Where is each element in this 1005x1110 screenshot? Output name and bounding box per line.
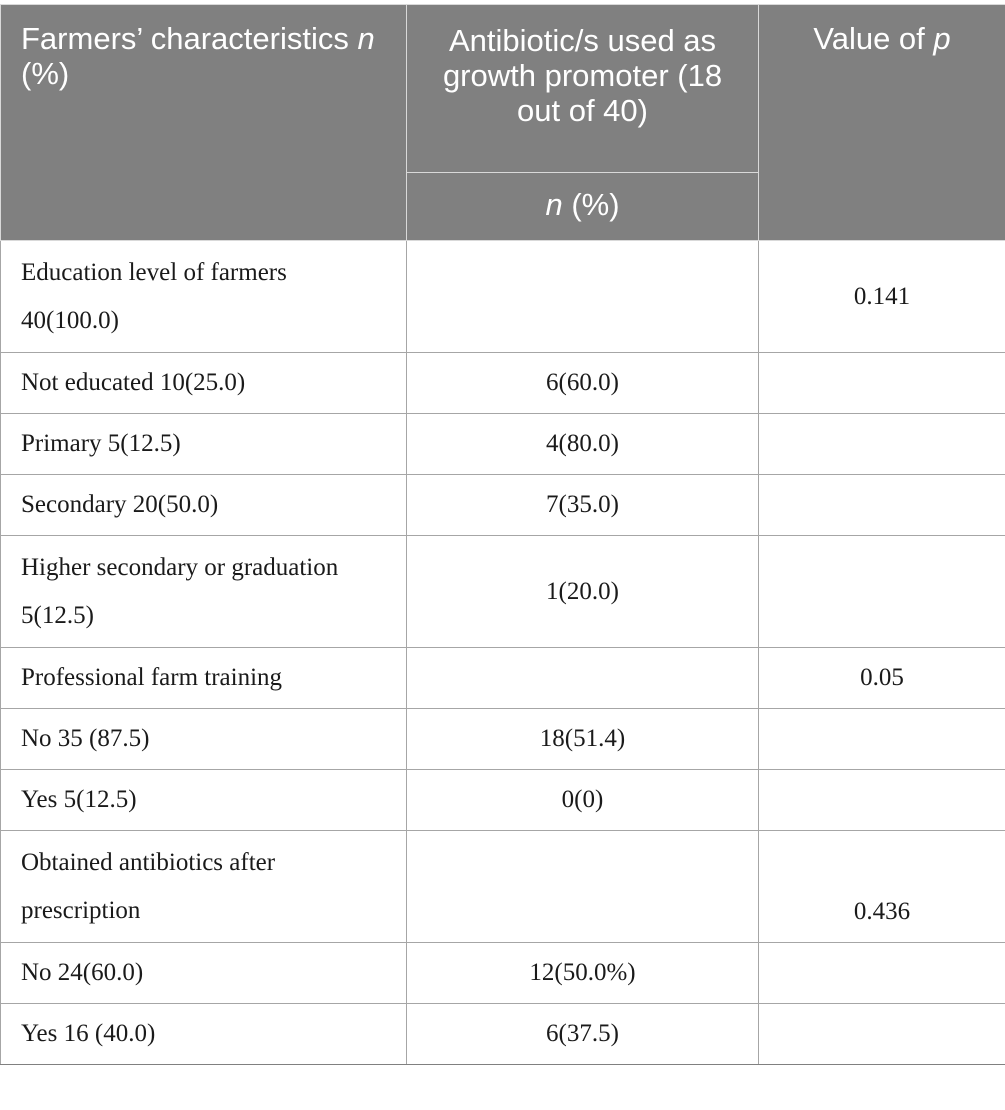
table-row bbox=[1, 414, 1005, 475]
row-value bbox=[407, 648, 759, 709]
table-row bbox=[1, 475, 1005, 536]
row-value: 0(0) bbox=[407, 770, 759, 831]
table-header bbox=[1, 5, 1005, 241]
row-p-value bbox=[759, 943, 1005, 1004]
row-p-value: 0.141 bbox=[759, 241, 1005, 353]
row-p-value bbox=[759, 475, 1005, 536]
header-n-percent: n (%) bbox=[407, 173, 759, 241]
table-row bbox=[1, 709, 1005, 770]
header-n-italic: n bbox=[357, 21, 375, 56]
row-label: Obtained antibiotics after prescription bbox=[1, 831, 407, 943]
table-row bbox=[1, 648, 1005, 709]
row-p-value bbox=[759, 1004, 1005, 1065]
row-value: 7(35.0) bbox=[407, 475, 759, 536]
row-value: 1(20.0) bbox=[407, 536, 759, 648]
table-row bbox=[1, 1004, 1005, 1065]
row-label: No 35 (87.5) bbox=[1, 709, 407, 770]
row-label: Primary 5(12.5) bbox=[1, 414, 407, 475]
row-p-value bbox=[759, 536, 1005, 648]
row-label: No 24(60.0) bbox=[1, 943, 407, 1004]
row-value: 6(37.5) bbox=[407, 1004, 759, 1065]
row-label: Yes 16 (40.0) bbox=[1, 1004, 407, 1065]
row-value: 6(60.0) bbox=[407, 353, 759, 414]
header-farmers-characteristics: Farmers’ characteristics n (%) bbox=[1, 5, 407, 241]
row-value: 12(50.0%) bbox=[407, 943, 759, 1004]
table-row bbox=[1, 353, 1005, 414]
row-value bbox=[407, 241, 759, 353]
row-value: 4(80.0) bbox=[407, 414, 759, 475]
row-p-value: 0.05 bbox=[759, 648, 1005, 709]
row-value bbox=[407, 831, 759, 943]
row-label: Yes 5(12.5) bbox=[1, 770, 407, 831]
farmers-antibiotic-table bbox=[0, 4, 1005, 1065]
row-p-value: 0.436 bbox=[759, 831, 1005, 943]
row-label: Not educated 10(25.0) bbox=[1, 353, 407, 414]
row-p-value bbox=[759, 709, 1005, 770]
table-row bbox=[1, 536, 1005, 648]
table-body bbox=[1, 241, 1005, 1065]
header-value-of-p: Value of p bbox=[759, 5, 1005, 241]
table-row bbox=[1, 241, 1005, 353]
row-label: Education level of farmers 40(100.0) bbox=[1, 241, 407, 353]
row-label: Secondary 20(50.0) bbox=[1, 475, 407, 536]
row-p-value bbox=[759, 770, 1005, 831]
table-row bbox=[1, 770, 1005, 831]
row-value: 18(51.4) bbox=[407, 709, 759, 770]
table-row bbox=[1, 831, 1005, 943]
row-label: Professional farm training bbox=[1, 648, 407, 709]
row-label: Higher secondary or graduation 5(12.5) bbox=[1, 536, 407, 648]
row-p-value bbox=[759, 353, 1005, 414]
header-antibiotics-used: Antibiotic/s used as growth promoter (18 out of 40) bbox=[407, 5, 759, 173]
row-p-value bbox=[759, 414, 1005, 475]
table-row bbox=[1, 943, 1005, 1004]
